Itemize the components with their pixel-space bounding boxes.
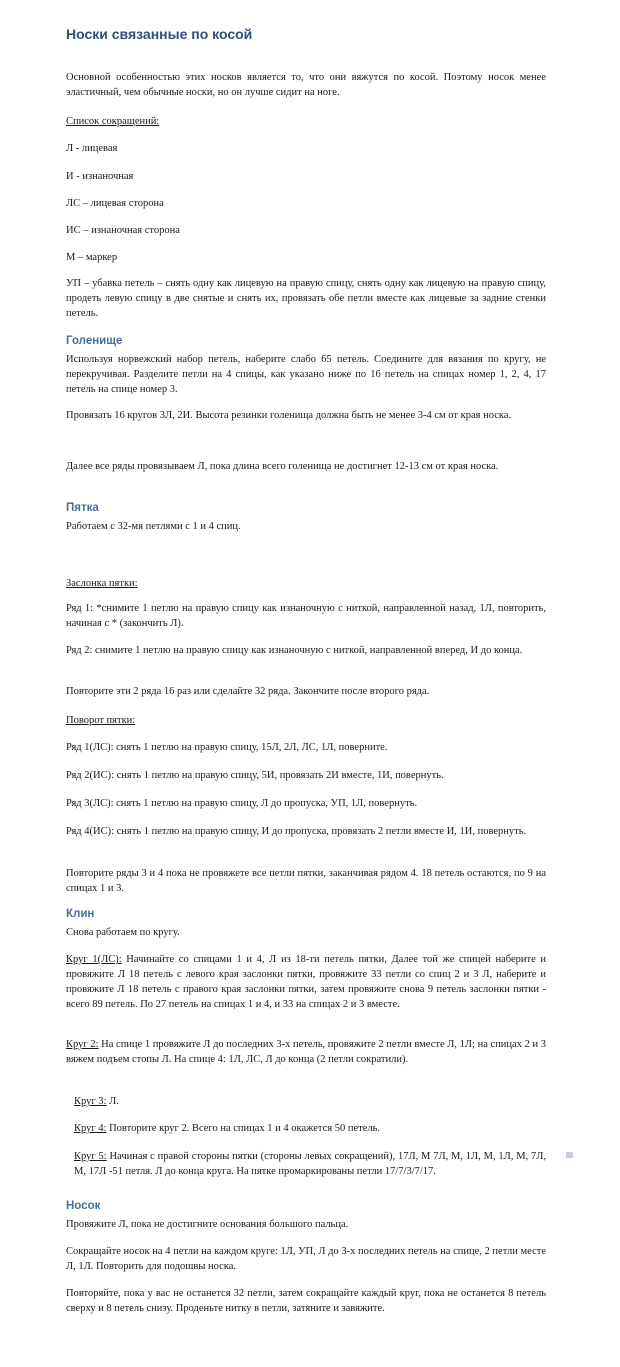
round-text: Л. xyxy=(106,1096,119,1107)
round-item xyxy=(66,1037,546,1067)
section-heading-goleniste: Голенище xyxy=(66,335,123,347)
klin-paragraph: Снова работаем по кругу. xyxy=(66,927,180,938)
nosok-paragraph: Сокращайте носок на 4 петли на каждом круге: 1Л, УП, Л до 3-х последних петель на спице, 2 петли месте Л, 1Л. Повторить для подошвы носка. xyxy=(66,1246,546,1272)
intro-paragraph: Основной особенностью этих носков является то, что они вяжутся по косой. Поэтому носок менее эластичный, чем обычные носки, но он лучше сидит на ноге. xyxy=(66,72,546,98)
round-item xyxy=(74,1149,546,1179)
nosok-paragraph: Провяжите Л, пока не достигните основания большого пальца. xyxy=(66,1219,349,1230)
heel-turn-row: Ряд 1(ЛС): снять 1 петлю на правую спицу, 15Л, 2Л, ЛС, 1Л, поверните. xyxy=(66,742,388,753)
abbrev-item: ИС – изнаночная сторона xyxy=(66,225,180,236)
pyatka-paragraph: Работаем с 32-мя петлями с 1 и 4 спиц. xyxy=(66,521,241,532)
round-label: Круг 1(ЛС): xyxy=(66,954,122,965)
heel-flap-repeat: Повторите эти 2 ряда 16 раз или сделайте 32 ряда. Закончите после второго ряда. xyxy=(66,686,430,697)
round-item xyxy=(74,1121,554,1136)
abbrev-item: М – маркер xyxy=(66,252,118,263)
round-text: На спице 1 провяжите Л до последних 3-х петель, провяжите 2 петли вместе Л, 1Л; на спицах 2 и 3 вяжем подъем стопы Л. На спице 4: 1Л, ЛС, Л до конца (2 петли сократили). xyxy=(66,1039,547,1065)
abbrev-item: Л - лицевая xyxy=(66,143,118,154)
round-label: Круг 3: xyxy=(74,1096,107,1107)
nosok-paragraph: Повторяйте, пока у вас не останется 32 петли, затем сокращайте каждый круг, пока не останется 8 петель сверху и 8 петель снизу. Проденьте нитку в петли, затяните и завяжите. xyxy=(66,1288,546,1314)
heel-turn-row: Ряд 4(ИС): снять 1 петлю на правую спицу, И до пропуска, провязать 2 петли вместе И, 1И, повернуть. xyxy=(66,826,527,837)
abbrev-item: ЛС – лицевая сторона xyxy=(66,198,164,209)
round-label: Круг 4: xyxy=(74,1123,107,1134)
goleniste-paragraph: Далее все ряды провязываем Л, пока длина всего голенища не достигнет 12-13 см от края носка. xyxy=(66,461,499,472)
abbrev-item: УП – убавка петель – снять одну как лицевую на правую спицу, снять одну как лицевую на правую спицу, продеть левую спицу в две снятые и снять их, провязать обе петли вместе как лицевые за задние стенки петель. xyxy=(66,278,546,319)
round-item xyxy=(66,952,546,1012)
round-text: Начиная с правой стороны пятки (стороны левых сокращений), 17Л, М 7Л, М, 1Л, М, 1Л, М, 7Л, М, 17Л -51 петля. Л до конца круга. На пятке промаркированы петли 17/7/3/7/17. xyxy=(74,1151,546,1177)
abbrev-item: И - изнаночная xyxy=(66,171,134,182)
round-label: Круг 5: xyxy=(74,1151,107,1162)
round-text: Начинайте со спицами 1 и 4, Л из 18-ти петель пятки, Далее той же спицей наберите и провяжите Л 18 петель с левого края заслонки пятки, провяжите 33 петли со спиц 2 и 3 Л, наберите и провяжите Л 18 петель с правого края заслонки пятки, затем провяжите снова 9 петель заслонки пятки - всего 89 петель. По 27 петель на спицах 1 и 4, и 33 на спицах 2 и 3 вместе. xyxy=(66,954,547,1010)
heel-turn-row: Ряд 3(ЛС): снять 1 петлю на правую спицу, Л до пропуска, УП, 1Л, повернуть. xyxy=(66,798,418,809)
section-heading-pyatka: Пятка xyxy=(66,502,99,514)
heel-turn-repeat: Повторите ряды 3 и 4 пока не провяжете все петли пятки, заканчивая рядом 4. 18 петель остаются, по 9 на спицах 1 и 3. xyxy=(66,868,546,894)
round-label: Круг 2: xyxy=(66,1039,99,1050)
page-title: Носки связанные по косой xyxy=(66,26,253,42)
round-item xyxy=(74,1094,554,1109)
goleniste-paragraph: Используя норвежский набор петель, наберите слабо 65 петель. Соедините для вязания по кругу, не перекручивая. Разделите петли на 4 спицы, как указано ниже по 16 петель на спицах номер 1, 2, 4, 17 петель на спице номер 3. xyxy=(66,354,546,395)
section-heading-klin: Клин xyxy=(66,908,95,920)
section-heading-nosok: Носок xyxy=(66,1200,101,1212)
heel-flap-row: Ряд 1: *снимите 1 петлю на правую спицу как изнаночную с ниткой, направленной назад, 1Л, повторить, начиная с * (закончить Л). xyxy=(66,603,546,629)
heel-flap-row: Ряд 2: снимите 1 петлю на правую спицу как изнаночную с ниткой, направленной вперед, И до конца. xyxy=(66,645,523,656)
heel-turn-row: Ряд 2(ИС): снять 1 петлю на правую спицу, 5И, провязать 2И вместе, 1И, повернуть. xyxy=(66,770,444,781)
comment-marker-icon xyxy=(566,1152,573,1158)
heel-flap-heading: Заслонка пятки: xyxy=(66,578,138,589)
heel-turn-heading: Поворот пятки: xyxy=(66,715,136,726)
abbrev-heading: Список сокращений: xyxy=(66,116,160,127)
goleniste-paragraph: Провязать 16 кругов 3Л, 2И. Высота резинки голенища должна быть не менее 3-4 см от края носка. xyxy=(66,410,512,421)
round-text: Повторите круг 2. Всего на спицах 1 и 4 окажется 50 петель. xyxy=(106,1123,381,1134)
